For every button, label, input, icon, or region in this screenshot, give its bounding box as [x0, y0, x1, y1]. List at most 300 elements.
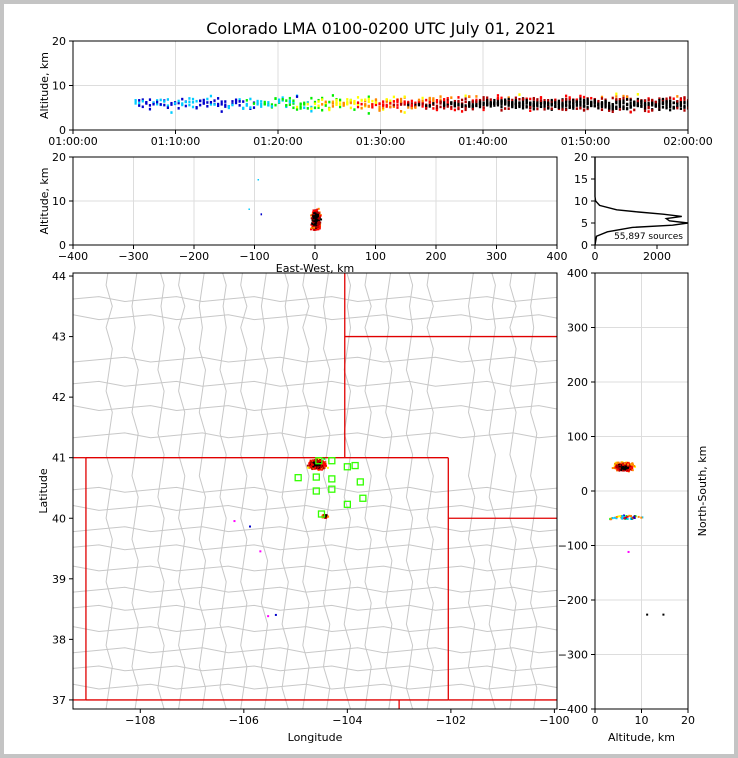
source-point: [320, 218, 322, 220]
source-point: [411, 107, 413, 110]
ew-altitude-y-tick-label: 10: [52, 195, 66, 208]
county-boundary: [73, 648, 565, 653]
source-point: [604, 100, 606, 103]
north-south-axis-tick-label: 200: [567, 376, 588, 389]
source-point: [361, 99, 363, 102]
source-point: [526, 100, 528, 103]
source-point: [662, 106, 664, 109]
source-point: [307, 465, 309, 467]
source-point: [683, 109, 685, 112]
source-point: [335, 99, 337, 102]
ew-altitude-panel: [38, 151, 568, 275]
source-point: [314, 102, 316, 105]
source-point: [210, 101, 212, 104]
source-point: [529, 102, 531, 105]
source-point: [631, 463, 633, 465]
county-lines: [73, 264, 565, 709]
source-point: [375, 101, 377, 104]
source-point: [637, 100, 639, 103]
source-count-label: 55,897 sources: [614, 232, 683, 242]
source-point: [561, 99, 563, 102]
source-point: [615, 102, 617, 105]
county-boundary: [282, 264, 288, 709]
source-point: [224, 100, 226, 103]
station-marker: [329, 476, 335, 482]
source-point: [310, 97, 312, 100]
source-point: [264, 101, 266, 104]
county-boundary: [132, 264, 138, 709]
time-altitude-y-tick-label: 0: [59, 124, 66, 137]
source-point: [353, 102, 355, 105]
source-point: [178, 107, 180, 110]
source-point: [145, 101, 147, 104]
source-point: [612, 105, 614, 108]
source-point: [332, 102, 334, 105]
source-point: [436, 109, 438, 112]
source-point: [669, 109, 671, 112]
station-marker: [352, 463, 358, 469]
source-point: [135, 102, 137, 105]
source-point: [259, 550, 261, 552]
source-point: [486, 99, 488, 102]
source-point: [375, 104, 377, 107]
source-point: [619, 467, 621, 469]
source-point: [626, 107, 628, 110]
source-point: [407, 106, 409, 109]
source-point: [662, 103, 664, 106]
source-point: [624, 517, 626, 519]
source-point: [404, 111, 406, 114]
source-point: [313, 227, 315, 229]
source-point: [167, 106, 169, 109]
ew-axis-tick-label: 300: [486, 250, 507, 263]
source-point: [472, 108, 474, 111]
source-point: [633, 516, 635, 518]
source-point: [321, 98, 323, 101]
station-marker: [313, 474, 319, 480]
source-point: [529, 106, 531, 109]
source-point: [615, 95, 617, 98]
source-point: [325, 104, 327, 107]
county-boundary: [241, 264, 247, 709]
source-point: [249, 526, 251, 528]
source-point: [569, 105, 571, 108]
source-point: [569, 101, 571, 104]
time-altitude-ylabel: Altitude, km: [38, 51, 51, 120]
source-point: [181, 98, 183, 101]
altitude-histogram-panel: [574, 151, 688, 263]
source-point: [579, 107, 581, 110]
source-point: [547, 99, 549, 102]
source-point: [346, 102, 348, 105]
county-boundary: [531, 264, 537, 709]
source-point: [411, 104, 413, 107]
source-point: [321, 109, 323, 112]
source-point: [629, 465, 631, 467]
source-point: [314, 466, 316, 468]
longitude-axis-tick-label: −106: [228, 714, 259, 727]
source-point: [386, 105, 388, 108]
source-point: [239, 104, 241, 107]
source-point: [490, 103, 492, 106]
source-point: [228, 107, 230, 110]
county-boundary: [73, 587, 565, 592]
source-point: [149, 108, 151, 111]
source-point: [357, 106, 359, 109]
county-boundary: [73, 506, 565, 511]
time-axis-tick-label: 01:00:00: [48, 135, 98, 148]
source-point: [188, 104, 190, 107]
source-point: [443, 98, 445, 101]
ew-axis-tick-label: 400: [546, 250, 568, 263]
source-point: [633, 465, 635, 467]
latitude-axis-tick-label: 37: [52, 693, 66, 707]
source-point: [637, 104, 639, 107]
source-point: [450, 96, 452, 99]
time-axis-tick-label: 01:10:00: [150, 135, 201, 148]
source-point: [313, 212, 315, 214]
source-point: [248, 208, 250, 210]
source-point: [486, 96, 488, 99]
source-point: [644, 109, 646, 112]
source-point: [199, 99, 201, 102]
source-point: [576, 104, 578, 107]
source-point: [594, 105, 596, 108]
ew-axis-tick-label: −100: [239, 250, 270, 263]
source-point: [569, 96, 571, 99]
source-point: [242, 100, 244, 103]
source-point: [465, 97, 467, 100]
source-point: [253, 106, 255, 109]
source-point: [579, 104, 581, 107]
source-point: [579, 98, 581, 101]
source-point: [418, 99, 420, 102]
source-point: [292, 106, 294, 109]
source-point: [619, 108, 621, 111]
source-point: [468, 102, 470, 105]
ew-altitude-ylabel: Altitude, km: [38, 167, 51, 235]
source-point: [662, 98, 664, 101]
source-point: [522, 98, 524, 101]
source-point: [429, 101, 431, 104]
ew-altitude-y-tick-label: 0: [59, 239, 66, 252]
source-point: [604, 102, 606, 105]
source-point: [371, 103, 373, 106]
north-south-axis-tick-label: −400: [557, 703, 588, 716]
source-point: [622, 108, 624, 111]
source-point: [307, 107, 309, 110]
source-point: [572, 103, 574, 106]
source-point: [619, 515, 621, 517]
source-point: [414, 106, 416, 109]
source-point: [615, 93, 617, 96]
source-point: [393, 100, 395, 103]
source-point: [490, 105, 492, 108]
source-point: [221, 110, 223, 113]
source-point: [590, 101, 592, 104]
source-point: [312, 466, 314, 468]
source-point: [533, 101, 535, 104]
source-point: [400, 100, 402, 103]
county-boundary: [469, 264, 475, 709]
source-point: [260, 103, 262, 106]
source-point: [195, 100, 197, 103]
source-point: [543, 105, 545, 108]
source-point: [628, 551, 630, 553]
county-boundary: [73, 381, 565, 386]
source-point: [457, 100, 459, 103]
county-boundary: [73, 297, 565, 302]
latitude-axis-tick-label: 42: [52, 391, 66, 405]
north-south-axis-tick-label: 300: [567, 321, 588, 335]
source-point: [443, 101, 445, 104]
source-point: [536, 105, 538, 108]
source-point: [482, 101, 484, 104]
source-point: [646, 614, 648, 616]
source-point: [315, 210, 317, 212]
source-point: [626, 103, 628, 106]
source-point: [335, 101, 337, 104]
source-point: [655, 105, 657, 108]
source-point: [242, 107, 244, 110]
source-point: [475, 95, 477, 98]
source-point: [461, 110, 463, 113]
source-point: [188, 101, 190, 104]
source-point: [231, 100, 233, 103]
county-boundary: [220, 264, 226, 709]
county-boundary: [73, 406, 565, 411]
longitude-axis-tick-label: −102: [435, 714, 466, 727]
longitude-axis-tick-label: −100: [539, 714, 570, 727]
source-point: [669, 104, 671, 107]
source-point: [583, 109, 585, 112]
north-south-axis-tick-label: −300: [557, 648, 588, 662]
source-point: [310, 107, 312, 110]
source-point: [482, 98, 484, 101]
source-point: [160, 99, 162, 102]
histogram-y-tick-label: 0: [581, 239, 588, 252]
source-point: [673, 97, 675, 100]
source-point: [278, 101, 280, 104]
source-point: [590, 104, 592, 107]
source-point: [217, 97, 219, 100]
altitude-ns-sources: [609, 461, 664, 615]
source-point: [583, 104, 585, 107]
county-boundary: [303, 264, 309, 709]
station-marker: [329, 458, 335, 464]
source-point: [278, 99, 280, 102]
source-point: [343, 102, 345, 105]
source-point: [601, 97, 603, 100]
source-point: [332, 94, 334, 97]
time-altitude-y-tick-label: 20: [52, 35, 66, 48]
source-point: [339, 99, 341, 102]
source-point: [138, 99, 140, 102]
source-point: [378, 102, 380, 105]
source-point: [518, 105, 520, 108]
source-point: [224, 105, 226, 108]
source-point: [188, 97, 190, 100]
source-point: [622, 102, 624, 105]
source-point: [368, 100, 370, 103]
histogram-y-tick-label: 5: [581, 217, 588, 230]
source-point: [411, 100, 413, 103]
source-point: [181, 104, 183, 107]
source-point: [479, 106, 481, 109]
source-point: [587, 106, 589, 109]
north-south-axis-tick-label: 100: [567, 430, 588, 444]
source-point: [536, 108, 538, 111]
source-point: [314, 223, 316, 225]
source-point: [497, 94, 499, 97]
county-boundary: [73, 433, 565, 438]
source-point: [669, 96, 671, 99]
source-point: [551, 103, 553, 106]
source-point: [432, 102, 434, 105]
source-point: [353, 108, 355, 111]
source-point: [626, 98, 628, 101]
source-point: [640, 100, 642, 103]
source-point: [676, 102, 678, 105]
source-point: [396, 106, 398, 109]
source-point: [396, 101, 398, 104]
source-point: [167, 98, 169, 101]
source-point: [622, 97, 624, 100]
source-point: [325, 514, 327, 516]
source-point: [261, 213, 263, 215]
time-altitude-y-tick-label: 10: [52, 79, 66, 93]
source-point: [644, 107, 646, 110]
source-point: [339, 103, 341, 106]
source-point: [493, 99, 495, 102]
source-point: [319, 464, 321, 466]
source-point: [422, 103, 424, 106]
source-point: [195, 106, 197, 109]
county-map: [73, 264, 565, 709]
source-point: [328, 107, 330, 110]
source-point: [400, 103, 402, 106]
source-point: [616, 516, 618, 518]
time-altitude-sources: [135, 93, 690, 115]
source-point: [253, 102, 255, 105]
source-point: [231, 104, 233, 107]
latitude-axis-tick-label: 44: [52, 270, 66, 284]
source-point: [138, 102, 140, 105]
source-point: [536, 98, 538, 101]
source-point: [311, 227, 313, 229]
source-point: [461, 99, 463, 102]
source-point: [361, 103, 363, 106]
source-point: [163, 100, 165, 103]
north-south-axis-tick-label: 0: [581, 485, 588, 498]
source-point: [432, 99, 434, 102]
source-point: [436, 99, 438, 102]
county-boundary: [106, 264, 112, 709]
source-point: [422, 97, 424, 100]
source-point: [627, 467, 629, 469]
source-point: [500, 109, 502, 112]
plan-view-panel: [37, 264, 570, 744]
source-point: [680, 99, 682, 102]
source-point: [597, 100, 599, 103]
source-point: [612, 517, 614, 519]
source-point: [285, 104, 287, 107]
source-point: [658, 108, 660, 111]
county-boundary: [510, 264, 516, 709]
source-point: [378, 106, 380, 109]
source-point: [368, 105, 370, 108]
source-point: [533, 108, 535, 111]
source-point: [296, 108, 298, 111]
source-point: [504, 101, 506, 104]
source-point: [624, 463, 626, 465]
source-point: [328, 101, 330, 104]
source-point: [149, 104, 151, 107]
source-point: [235, 102, 237, 105]
source-point: [619, 100, 621, 103]
source-point: [389, 105, 391, 108]
ns-altitude-xlabel: Altitude, km: [607, 731, 676, 744]
source-point: [587, 98, 589, 101]
source-point: [554, 105, 556, 108]
source-point: [554, 102, 556, 105]
source-point: [558, 102, 560, 105]
source-point: [540, 99, 542, 102]
source-point: [213, 103, 215, 106]
source-point: [296, 95, 298, 98]
ns-altitude-x-tick-label: 0: [591, 714, 599, 727]
time-altitude-panel: [38, 35, 713, 148]
source-point: [332, 105, 334, 108]
source-point: [508, 107, 510, 110]
source-point: [221, 100, 223, 103]
source-point: [472, 101, 474, 104]
source-point: [565, 109, 567, 112]
source-point: [597, 104, 599, 107]
source-point: [497, 104, 499, 107]
source-point: [292, 99, 294, 102]
source-point: [615, 106, 617, 109]
source-point: [522, 103, 524, 106]
source-point: [630, 99, 632, 102]
source-point: [561, 104, 563, 107]
source-point: [615, 98, 617, 101]
source-point: [386, 98, 388, 101]
source-point: [364, 98, 366, 101]
source-point: [192, 98, 194, 101]
source-point: [319, 225, 321, 227]
source-point: [658, 99, 660, 102]
source-point: [393, 104, 395, 107]
source-point: [622, 99, 624, 102]
source-point: [319, 460, 321, 462]
source-point: [576, 107, 578, 110]
source-point: [540, 97, 542, 100]
source-point: [497, 100, 499, 103]
source-point: [142, 100, 144, 103]
source-point: [314, 107, 316, 110]
county-boundary: [386, 264, 392, 709]
source-point: [500, 97, 502, 100]
source-point: [368, 112, 370, 115]
source-point: [518, 93, 520, 96]
source-point: [138, 104, 140, 107]
source-point: [533, 103, 535, 106]
source-point: [569, 103, 571, 106]
source-point: [267, 104, 269, 107]
source-point: [680, 104, 682, 107]
source-point: [579, 100, 581, 103]
